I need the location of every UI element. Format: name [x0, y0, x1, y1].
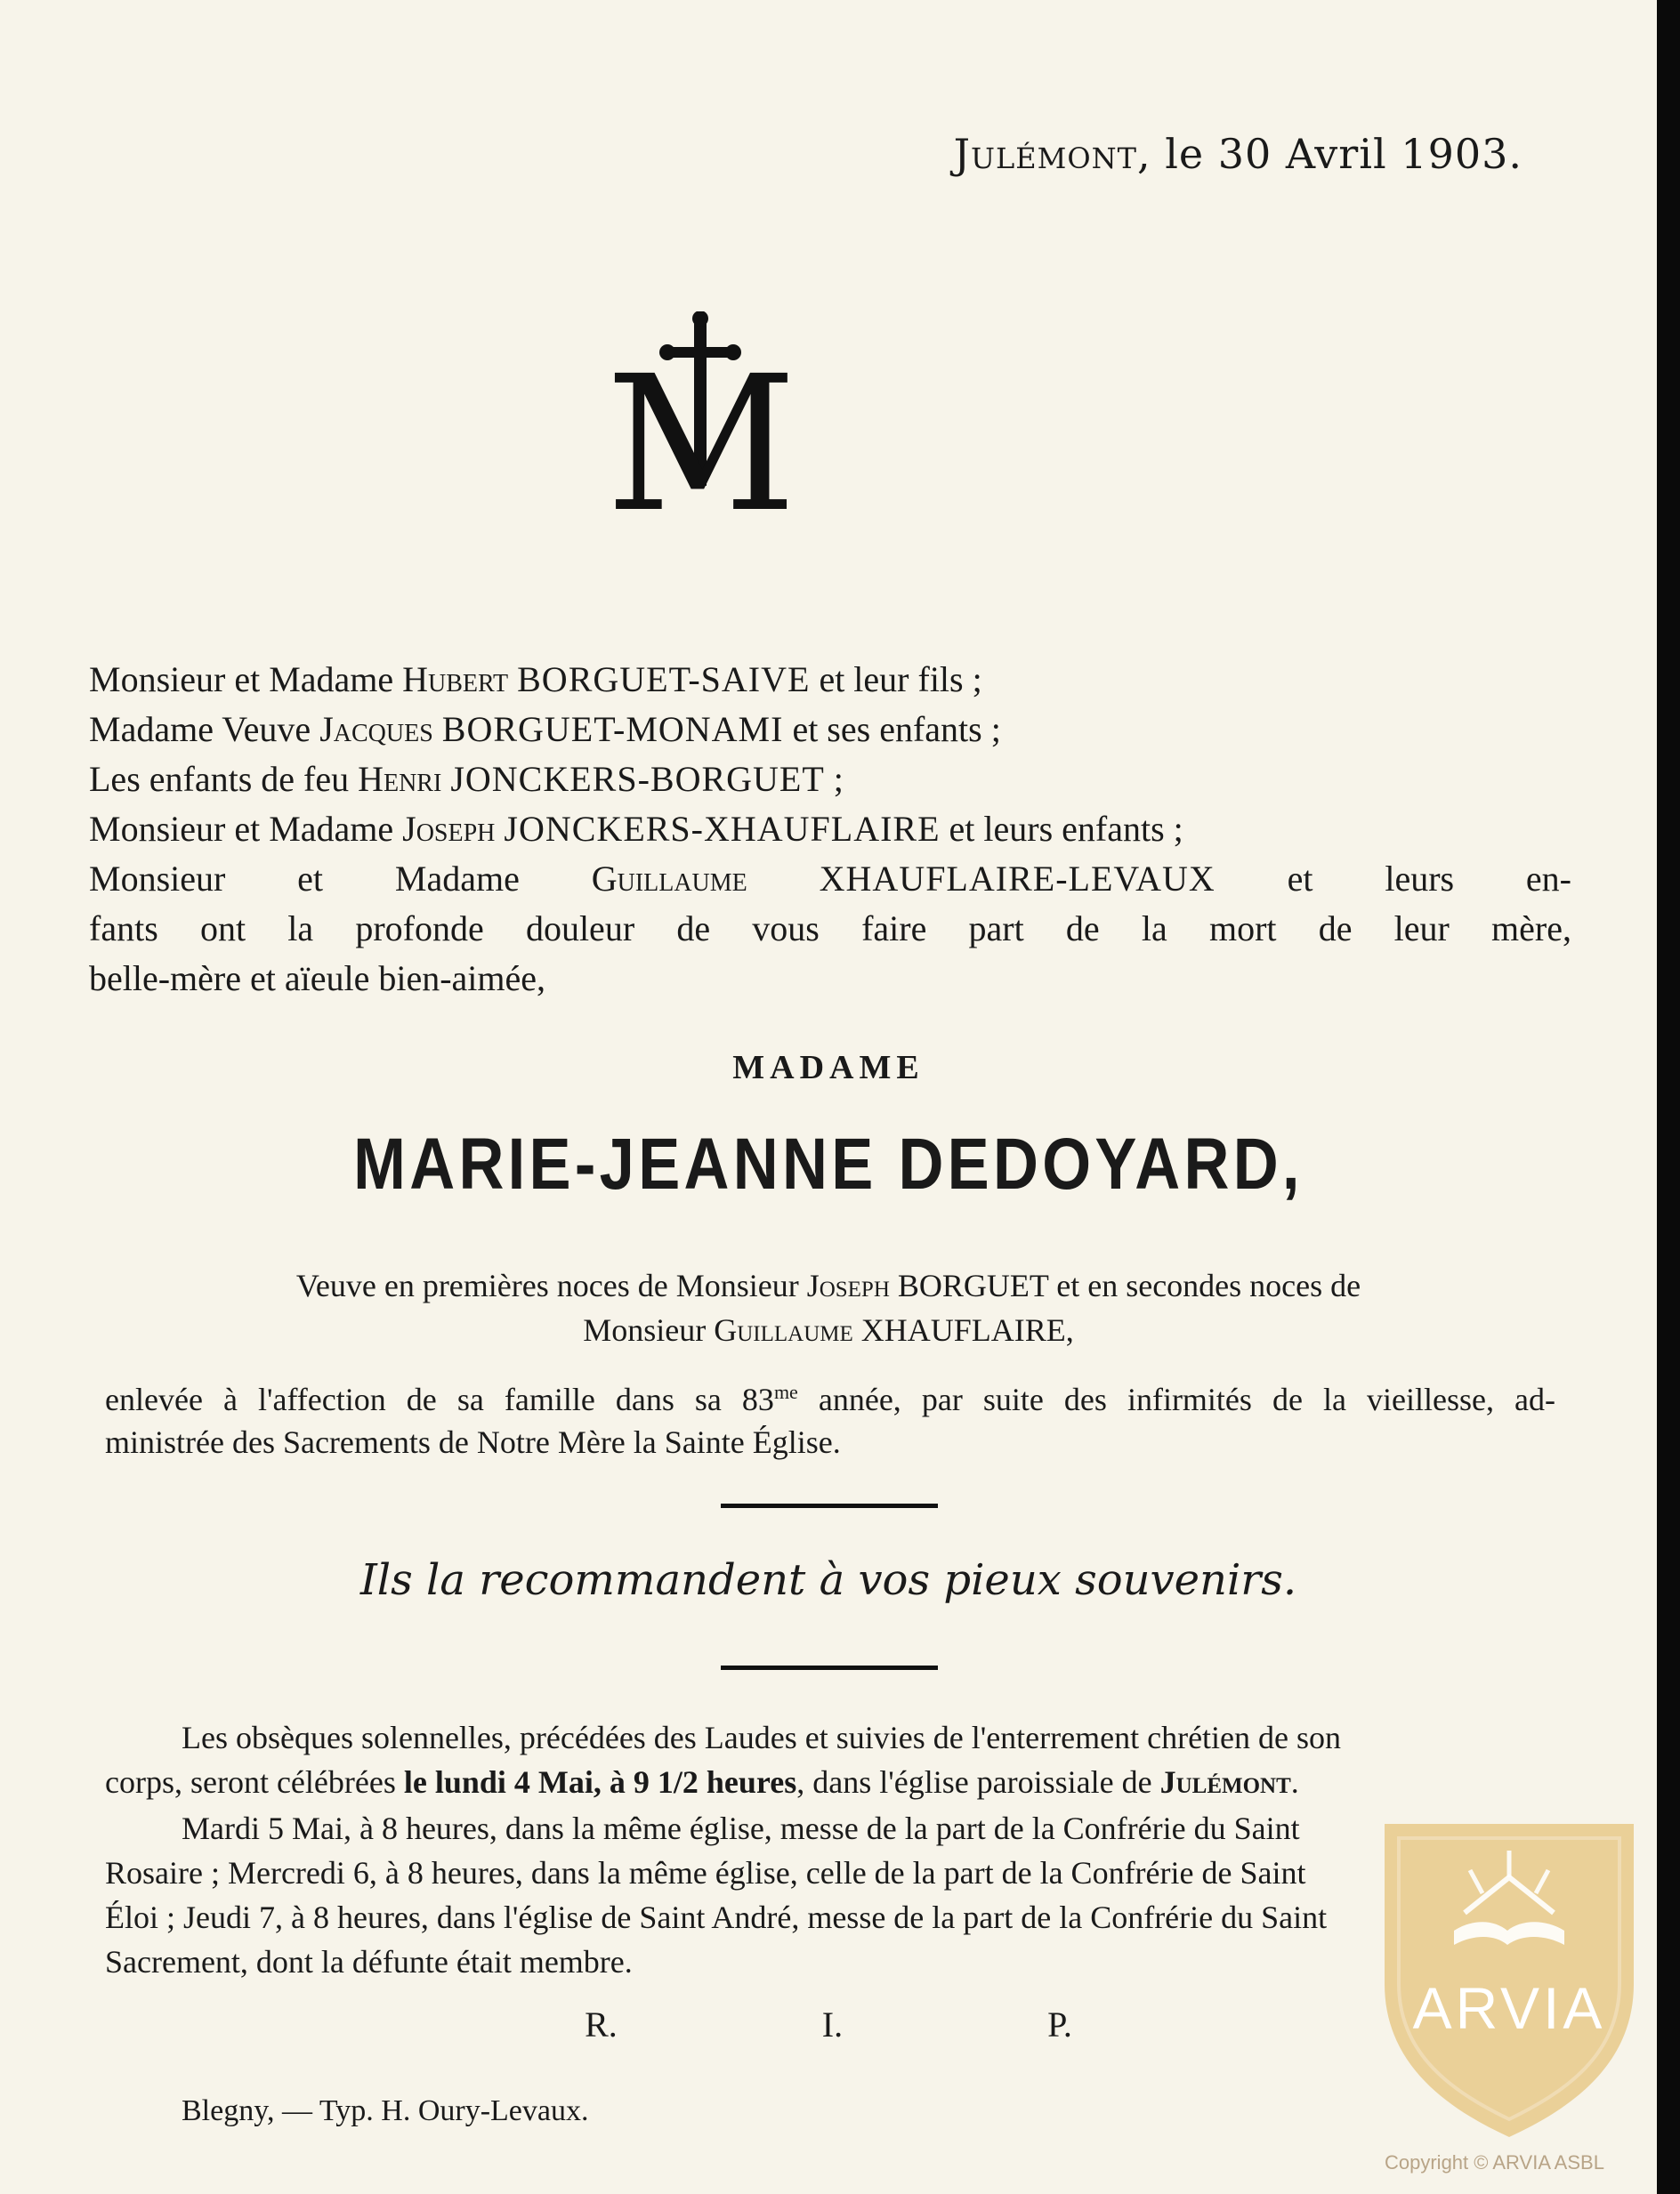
place-name: Julémont [953, 130, 1137, 178]
copyright-notice: Copyright © ARVIA ASBL [1385, 2151, 1604, 2174]
marian-monogram-icon [594, 311, 808, 525]
widow-line-2: Monsieur Guillaume XHAUFLAIRE, [583, 1312, 1074, 1348]
family-line-7: belle-mère et aïeule bien-aimée, [89, 958, 546, 998]
family-line-1: Monsieur et Madame Hubert BORGUET-SAIVE et leur fils ; [89, 659, 982, 699]
divider-rule [721, 1504, 938, 1508]
funeral-line-4: Rosaire ; Mercredi 6, à 8 heures, dans la même église, celle de la part de la Confrérie de Saint [105, 1855, 1306, 1891]
rip-text: R. I. P. [585, 2004, 1072, 2045]
family-line-5: Monsieur et Madame Guillaume XHAUFLAIRE-LEVAUX et leurs en- [89, 859, 1572, 899]
death-line-2: ministrée des Sacrements de Notre Mère la Sainte Église. [105, 1424, 841, 1460]
divider-rule [721, 1666, 938, 1670]
funeral-line-3: Mardi 5 Mai, à 8 heures, dans la même église, messe de la part de la Confrérie du Saint [182, 1811, 1300, 1846]
funeral-line-2: corps, seront célébrées le lundi 4 Mai, à 9 1/2 heures, dans l'église paroissiale de Julémont. [105, 1764, 1299, 1800]
family-line-4: Monsieur et Madame Joseph JONCKERS-XHAUFLAIRE et leurs enfants ; [89, 809, 1183, 849]
recommendation: Ils la recommandent à vos pieux souvenirs. [359, 1555, 1297, 1605]
funeral-line-6: Sacrement, dont la défunte était membre. [105, 1944, 633, 1980]
deceased-title: MADAME [732, 1049, 925, 1086]
widow-line-1: Veuve en premières noces de Monsieur Joseph BORGUET et en secondes noces de [295, 1268, 1361, 1303]
date-line [954, 130, 1522, 178]
family-line-3: Les enfants de feu Henri JONCKERS-BORGUET ; [89, 759, 844, 799]
printer-credit: Blegny, — Typ. H. Oury-Levaux. [182, 2094, 589, 2127]
arvia-shield-watermark [1376, 1815, 1643, 2144]
funeral-line-1: Les obsèques solennelles, précédées des Laudes et suivies de l'enterrement chrétien de son [182, 1720, 1342, 1755]
monogram-letter: M [605, 335, 797, 525]
date-text: , le 30 Avril 1903. [1136, 130, 1522, 178]
watermark-text: ARVIA [1412, 1975, 1606, 2041]
family-line-6: fants ont la profonde douleur de vous faire part de la mort de leur mère, [89, 908, 1571, 948]
funeral-line-5: Éloi ; Jeudi 7, à 8 heures, dans l'église de Saint André, messe de la part de la Confrérie du Saint [105, 1900, 1328, 1935]
deceased-name: MARIE-JEANNE DEDOYARD, [353, 1124, 1304, 1205]
family-line-2: Madame Veuve Jacques BORGUET-MONAMI et ses enfants ; [89, 709, 1001, 749]
death-line-1: enlevée à l'affection de sa famille dans sa $83^{me}$ année, par suite des infirmités de la vieillesse, ad- [105, 1381, 1556, 1417]
